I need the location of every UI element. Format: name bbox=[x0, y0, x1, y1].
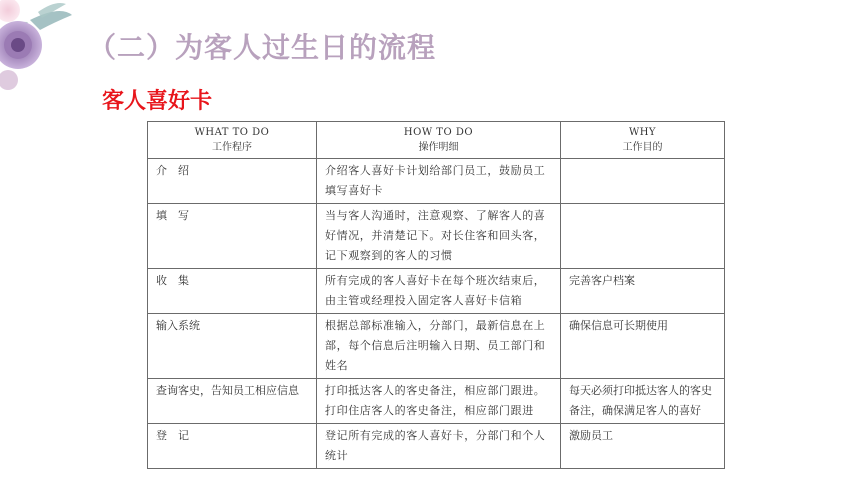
table-cell-what: 输入系统 bbox=[148, 314, 317, 379]
table-cell-why: 激励员工 bbox=[561, 424, 725, 469]
table-header-row bbox=[148, 122, 725, 159]
column-header-what bbox=[148, 122, 317, 159]
column-header-why-en: WHY bbox=[628, 127, 657, 138]
table-cell-how: 打印抵达客人的客史备注，相应部门跟进。打印住店客人的客史备注，相应部门跟进 bbox=[317, 379, 561, 424]
page-title: （二）为客人过生日的流程 bbox=[88, 31, 437, 64]
column-header-what-en: WHAT TO DO bbox=[194, 127, 270, 138]
column-header-why bbox=[561, 122, 725, 159]
table-row bbox=[148, 424, 725, 469]
table-row bbox=[148, 314, 725, 379]
table-cell-how: 登记所有完成的客人喜好卡，分部门和个人统计 bbox=[317, 424, 561, 469]
table-cell-why: 确保信息可长期使用 bbox=[561, 314, 725, 379]
table-cell-why: 完善客户档案 bbox=[561, 269, 725, 314]
table-cell-what: 介 绍 bbox=[148, 159, 317, 204]
table-cell-why bbox=[561, 159, 725, 204]
column-header-why-zh: 工作目的 bbox=[622, 142, 663, 153]
table-cell-what: 查询客史，告知员工相应信息 bbox=[148, 379, 317, 424]
column-header-what-zh: 工作程序 bbox=[212, 142, 252, 153]
table-row bbox=[148, 159, 725, 204]
table-row bbox=[148, 269, 725, 314]
column-header-how-zh: 操作明细 bbox=[418, 142, 459, 153]
table-cell-what: 收 集 bbox=[148, 269, 317, 314]
table-cell-how: 当与客人沟通时，注意观察、了解客人的喜好情况，并清楚记下。对长住客和回头客，记下观察到的客人的习惯 bbox=[317, 204, 561, 269]
section-subtitle: 客人喜好卡 bbox=[102, 89, 213, 114]
column-header-how bbox=[317, 122, 561, 159]
table-cell-how: 所有完成的客人喜好卡在每个班次结束后，由主管或经理投入固定客人喜好卡信箱 bbox=[317, 269, 561, 314]
column-header-how-en: HOW TO DO bbox=[403, 127, 474, 138]
table-cell-what: 填 写 bbox=[148, 204, 317, 269]
table-cell-what: 登 记 bbox=[148, 424, 317, 469]
table-cell-how: 介绍客人喜好卡计划给部门员工，鼓励员工填写喜好卡 bbox=[317, 159, 561, 204]
table-row bbox=[148, 204, 725, 269]
table-row bbox=[148, 379, 725, 424]
table-cell-why bbox=[561, 204, 725, 269]
guest-preference-card-table bbox=[147, 121, 725, 469]
watercolor-flower-icon bbox=[0, 0, 80, 90]
table-cell-how: 根据总部标准输入，分部门，最新信息在上部，每个信息后注明输入日期、员工部门和姓名 bbox=[317, 314, 561, 379]
table-cell-why: 每天必须打印抵达客人的客史备注，确保满足客人的喜好 bbox=[561, 379, 725, 424]
